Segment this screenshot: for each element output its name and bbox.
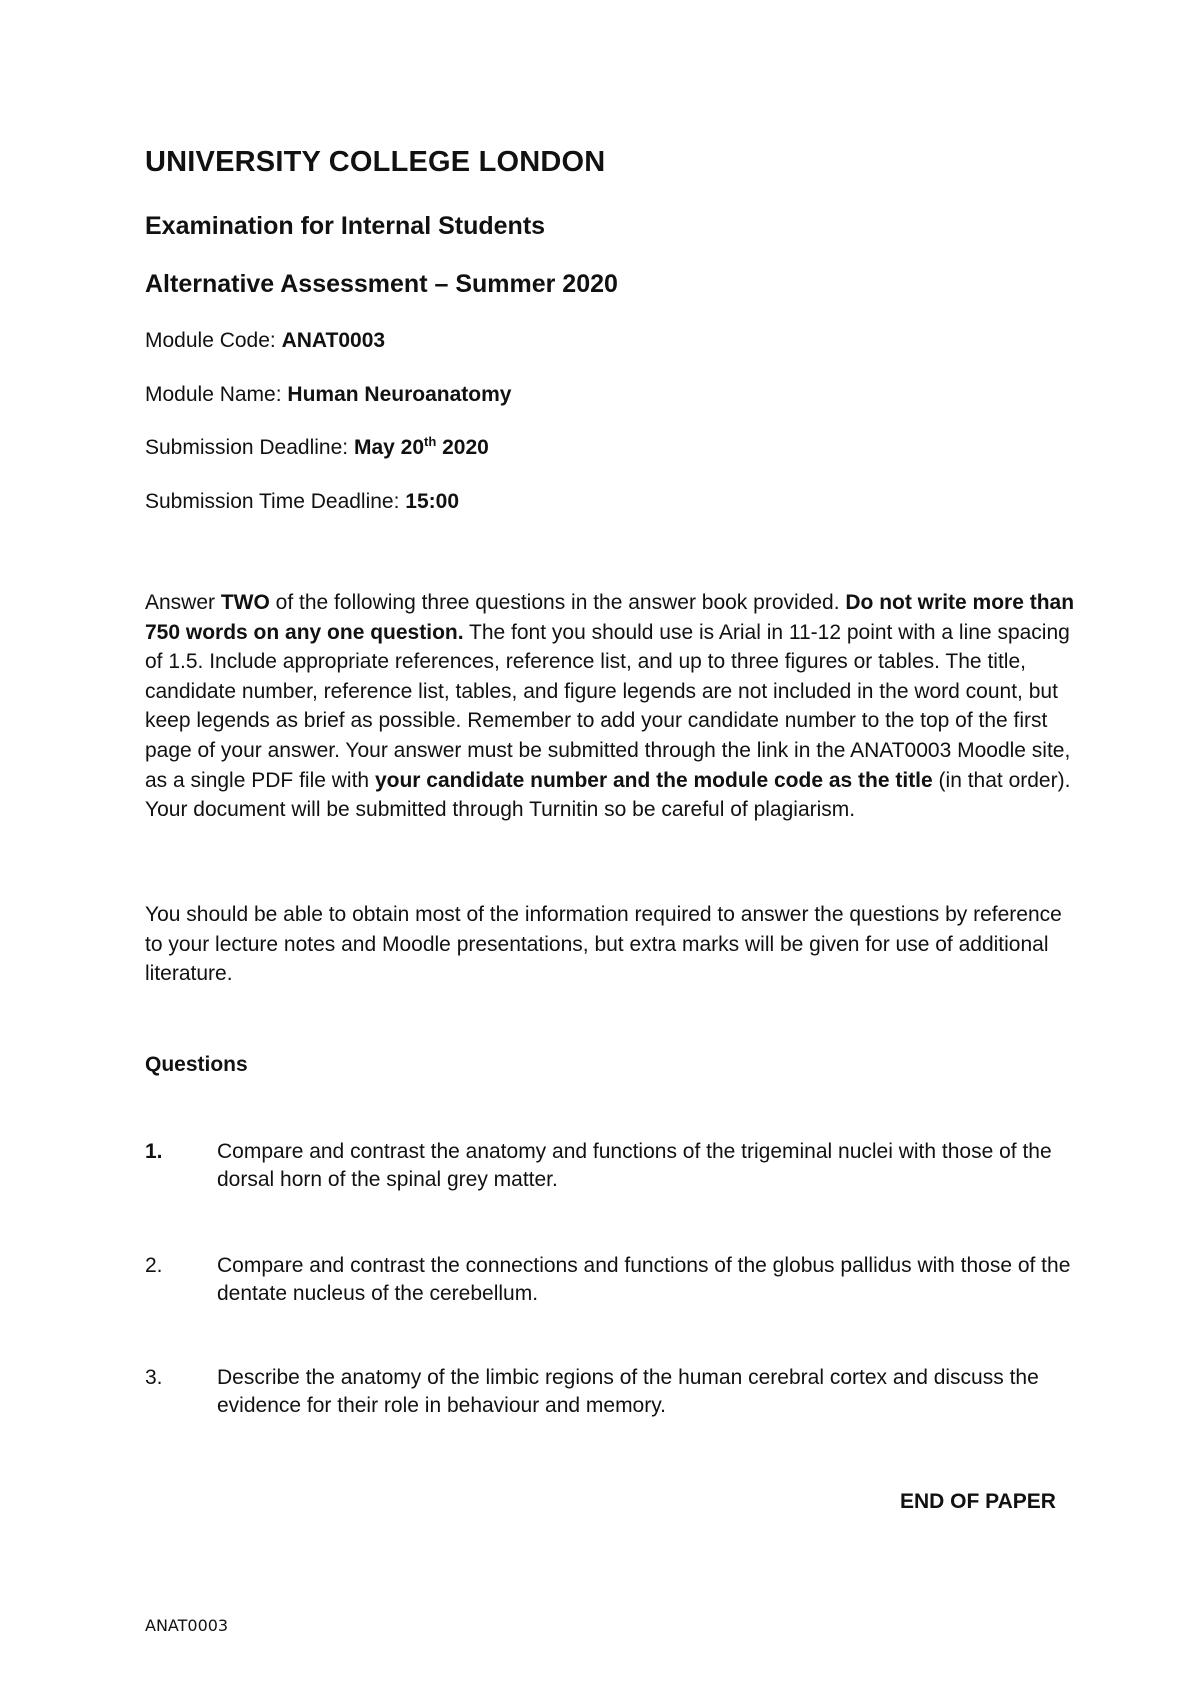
module-name-line bbox=[145, 383, 511, 407]
question-text: Compare and contrast the connections and functions of the globus pallidus with those of the dentate nucleus of the cerebellum. bbox=[217, 1254, 1071, 1305]
question-text: Describe the anatomy of the limbic regions of the human cerebral cortex and discuss the evidence for their role in behaviour and memory. bbox=[217, 1366, 1039, 1417]
time-value: 15:00 bbox=[405, 490, 460, 513]
question-text: Compare and contrast the anatomy and functions of the trigeminal nuclei with those of the dorsal horn of the spinal grey matter. bbox=[217, 1140, 1052, 1191]
deadline-label: Submission Deadline: bbox=[145, 436, 354, 459]
question-number: 3. bbox=[145, 1366, 163, 1389]
university-title: UNIVERSITY COLLEGE LONDON bbox=[145, 146, 606, 178]
page-footer: ANAT0003 bbox=[145, 1616, 229, 1635]
question-item bbox=[145, 1138, 1075, 1194]
instr-bold-title: your candidate number and the module code as the title bbox=[374, 768, 933, 792]
submission-time-line bbox=[145, 490, 459, 514]
instructions-paragraph bbox=[145, 588, 1075, 825]
question-number: 2. bbox=[145, 1254, 163, 1277]
questions-heading: Questions bbox=[145, 1053, 248, 1076]
instr-bold-two: TWO bbox=[220, 591, 270, 614]
module-code-line bbox=[145, 329, 385, 353]
module-code-value: ANAT0003 bbox=[281, 329, 386, 352]
assessment-heading: Alternative Assessment – Summer 2020 bbox=[145, 270, 618, 298]
question-item bbox=[145, 1252, 1075, 1308]
module-name-label: Module Name: bbox=[145, 383, 288, 406]
deadline-ordinal: th bbox=[424, 434, 437, 449]
module-code-label: Module Code: bbox=[145, 329, 282, 352]
instr-text-1: Answer bbox=[145, 591, 221, 614]
instr-bold-word-limit: Do not write more than 750 words on any one question. bbox=[145, 591, 1075, 644]
end-of-paper: END OF PAPER bbox=[900, 1490, 1056, 1513]
module-name-value: Human Neuroanatomy bbox=[287, 383, 512, 406]
instr-text-3: The font you should use is Arial in 11-12 point with a line spacing of 1.5. Include appropriate references, reference list, and up to three figures or tables. The title, candidate number, reference list, tables, and figure legends are not included in the word count, but keep legends as brief as possible. Remember to add your candidate number to the top of the first page of your answer. Your answer must be submitted through the link in the ANAT0003 Moodle site, as a single PDF file with bbox=[145, 620, 1071, 792]
question-item bbox=[145, 1364, 1075, 1420]
deadline-day: May 20 bbox=[353, 436, 424, 459]
deadline-value bbox=[354, 436, 489, 459]
question-number: 1. bbox=[145, 1140, 163, 1163]
instr-text-4: (in that order). Your document will be submitted through Turnitin so be careful of plagiarism. bbox=[145, 768, 1071, 822]
instr-text-2: of the following three questions in the answer book provided. bbox=[269, 591, 846, 614]
deadline-year: 2020 bbox=[436, 436, 489, 459]
time-label: Submission Time Deadline: bbox=[145, 490, 406, 513]
submission-deadline-line bbox=[145, 436, 489, 460]
literature-paragraph: You should be able to obtain most of the information required to answer the questions by reference to your lecture notes and Moodle presentations, but extra marks will be given for use of additional literature. bbox=[145, 903, 1062, 986]
exam-type-heading: Examination for Internal Students bbox=[145, 212, 546, 240]
